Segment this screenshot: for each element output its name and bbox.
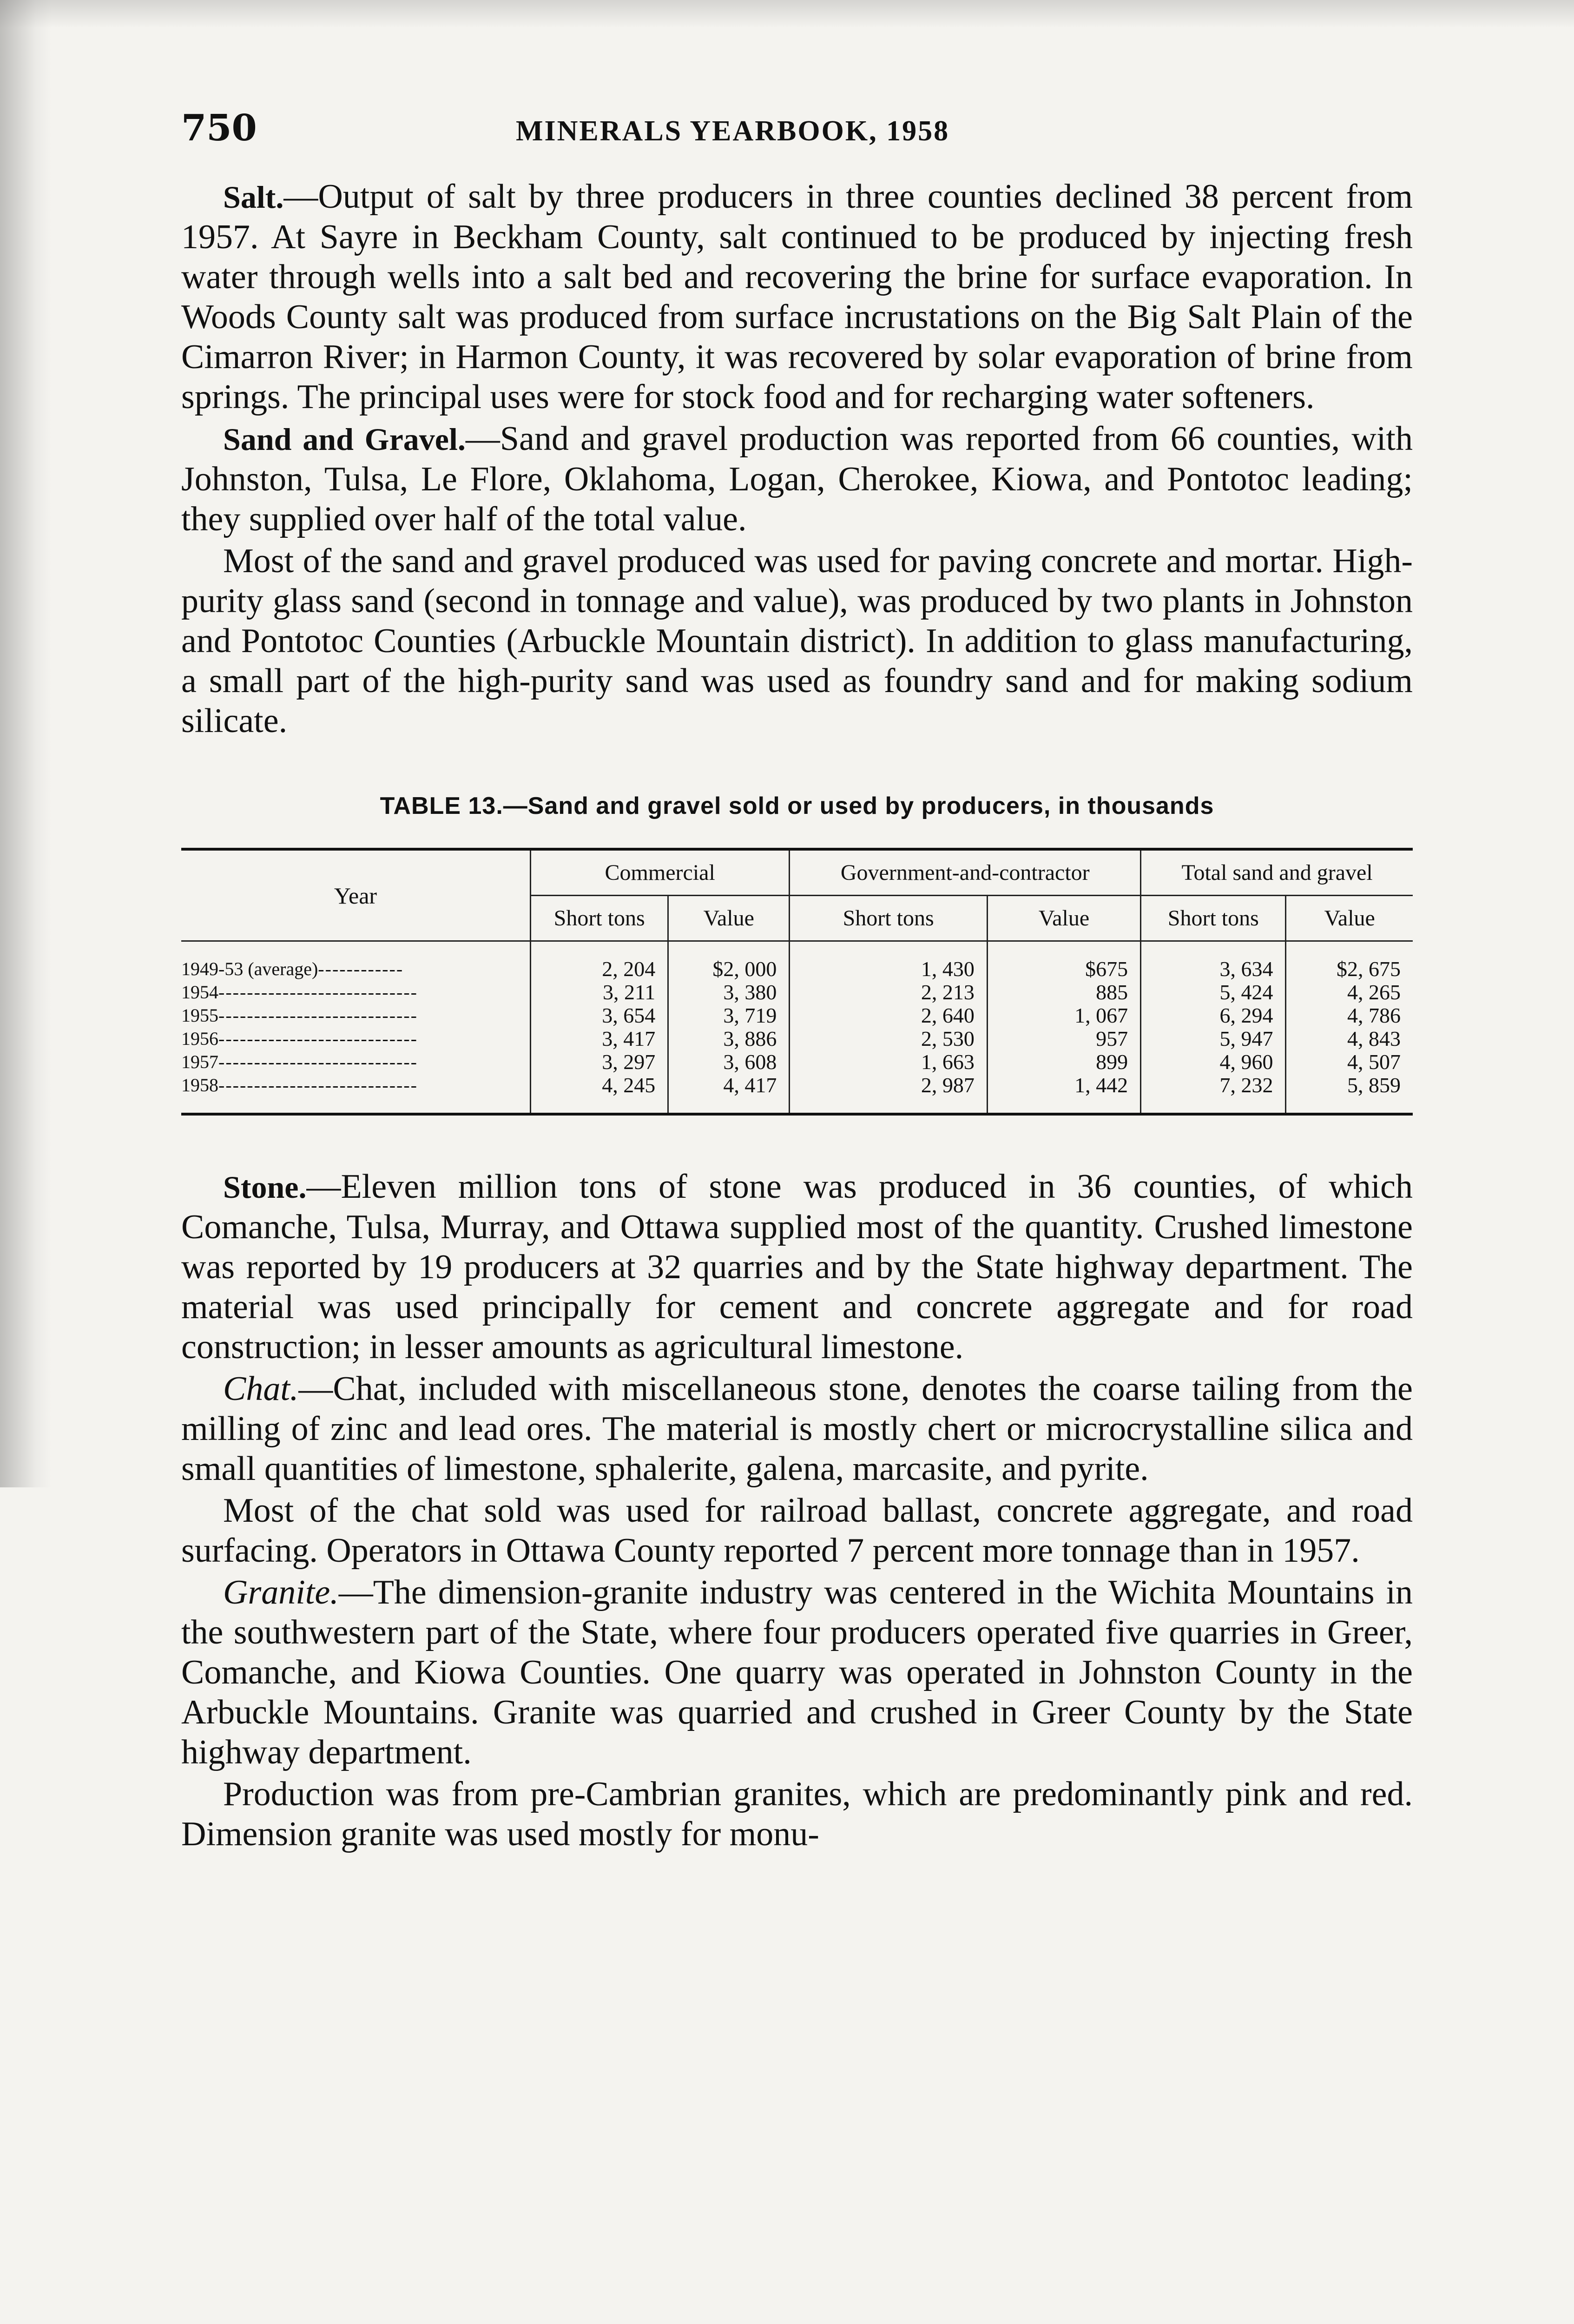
table-cell: 4, 507: [1286, 1050, 1413, 1074]
column-header-short-tons: Short tons: [790, 896, 988, 941]
table-cell: 3, 380: [668, 981, 790, 1004]
paragraph-sand-uses: [181, 541, 1413, 741]
paragraph-text: —Chat, included with miscellaneous stone, denotes the coarse tailing from the milling of zinc and lead ores. The material is mostly chert or microcrystalline silica and small quantities of limestone, sphalerite, galena, marcasite, and pyrite.: [181, 1370, 1413, 1488]
table-title: TABLE 13.—Sand and gravel sold or used by producers, in thousands: [380, 792, 1214, 819]
paragraph-text: —Sand and gravel production was reported from 66 counties, with Johnston, Tulsa, Le Flore, Oklahoma, Logan, Cherokee, Kiowa, and Pontotoc leading; they supplied over half of the total value.: [181, 420, 1413, 538]
run-in-heading-granite: Granite.: [223, 1573, 339, 1611]
table-cell: 885: [987, 981, 1140, 1004]
table-cell: 4, 245: [531, 1074, 668, 1114]
table-cell: 3, 297: [531, 1050, 668, 1074]
group-header-total: Total sand and gravel: [1141, 849, 1413, 896]
table-cell: 6, 294: [1141, 1004, 1286, 1027]
table-row: [181, 981, 1413, 1004]
scan-shadow-left: [0, 0, 51, 1487]
table-row: [181, 1004, 1413, 1027]
paragraph-chat: [181, 1369, 1413, 1489]
table-row: [181, 1027, 1413, 1050]
sand-gravel-table: [181, 848, 1413, 1116]
row-year: 1957----------------------------: [181, 1051, 418, 1072]
table-cell: 1, 442: [987, 1074, 1140, 1114]
table-cell: $675: [987, 941, 1140, 981]
run-in-heading-stone: Stone.: [223, 1169, 307, 1205]
table-cell: 5, 424: [1141, 981, 1286, 1004]
table-cell: 3, 886: [668, 1027, 790, 1050]
scan-shadow-top: [0, 0, 1574, 28]
column-header-value: Value: [668, 896, 790, 941]
column-header-short-tons: Short tons: [531, 896, 668, 941]
table-cell: 1, 430: [790, 941, 988, 981]
document-page: [181, 107, 1413, 1854]
row-year: 1956----------------------------: [181, 1028, 418, 1049]
page-header: [181, 107, 1413, 158]
paragraph-text: —Eleven million tons of stone was produced in 36 counties, of which Comanche, Tulsa, Murray, and Ottawa supplied most of the quantity. Crushed limestone was reported by 19 producers at 32 quarries and by the State highway department. The material was used principally for cement and concrete aggregate and for road construction; in lesser amounts as agricultural limestone.: [181, 1168, 1413, 1366]
table-cell: 2, 204: [531, 941, 668, 981]
table-cell: 4, 786: [1286, 1004, 1413, 1027]
paragraph-chat-uses: [181, 1491, 1413, 1571]
paragraph-text: Production was from pre-Cambrian granites, which are predominantly pink and red. Dimension granite was used mostly for monu-: [181, 1775, 1413, 1853]
row-year: 1949-53 (average)------------: [181, 958, 404, 979]
table-cell: 4, 960: [1141, 1050, 1286, 1074]
table-cell: 4, 843: [1286, 1027, 1413, 1050]
paragraph-granite-production: [181, 1774, 1413, 1854]
column-header-value: Value: [1286, 896, 1413, 941]
table-cell: 1, 067: [987, 1004, 1140, 1027]
table-cell: 3, 654: [531, 1004, 668, 1027]
table-cell: 2, 530: [790, 1027, 988, 1050]
table-cell: 957: [987, 1027, 1140, 1050]
column-header-value: Value: [987, 896, 1140, 941]
column-header-year: Year: [181, 849, 531, 941]
row-year: 1958----------------------------: [181, 1074, 531, 1114]
paragraph-granite: [181, 1572, 1413, 1772]
table-cell: 899: [987, 1050, 1140, 1074]
table-row: [181, 941, 1413, 981]
paragraph-sand-and-gravel: [181, 419, 1413, 539]
group-header-commercial: Commercial: [531, 849, 790, 896]
table-row: [181, 1050, 1413, 1074]
table-cell: 7, 232: [1141, 1074, 1286, 1114]
table-cell: 3, 417: [531, 1027, 668, 1050]
paragraph-text: Most of the sand and gravel produced was used for paving concrete and mortar. High-purity glass sand (second in tonnage and value), was produced by two plants in Johnston and Pontotoc Counties (Arbuckle Mountain district). In addition to glass manufacturing, a small part of the high-purity sand was used as foundry sand and for making sodium silicate.: [181, 542, 1413, 740]
run-in-heading-salt: Salt.: [223, 179, 284, 215]
paragraph-text: —Output of salt by three producers in three counties declined 38 percent from 1957. At Sayre in Beckham County, salt continued to be produced by injecting fresh water through wells into a salt bed and recovering the brine for surface evaporation. In Woods County salt was produced from surface incrustations on the Big Salt Plain of the Cimarron River; in Harmon County, it was recovered by solar evaporation of brine from springs. The principal uses were for stock food and for recharging water softeners.: [181, 178, 1413, 416]
table-cell: 5, 859: [1286, 1074, 1413, 1114]
paragraph-text: Most of the chat sold was used for railroad ballast, concrete aggregate, and road surfacing. Operators in Ottawa County reported 7 percent more tonnage than in 1957.: [181, 1492, 1413, 1570]
table-cell: 2, 987: [790, 1074, 988, 1114]
table-cell: 4, 417: [668, 1074, 790, 1114]
table-cell: $2, 675: [1286, 941, 1413, 981]
run-in-heading-sand-and-gravel: Sand and Gravel.: [223, 422, 466, 457]
table-cell: 1, 663: [790, 1050, 988, 1074]
row-year: 1955----------------------------: [181, 1005, 418, 1026]
running-title: MINERALS YEARBOOK, 1958: [516, 115, 950, 147]
table-cell: 5, 947: [1141, 1027, 1286, 1050]
table-cell: 3, 634: [1141, 941, 1286, 981]
table-cell: 2, 640: [790, 1004, 988, 1027]
table-cell: 3, 719: [668, 1004, 790, 1027]
run-in-heading-chat: Chat.: [223, 1370, 299, 1408]
table-cell: $2, 000: [668, 941, 790, 981]
page-number: 750: [181, 107, 257, 149]
paragraph-salt: [181, 177, 1413, 417]
table-cell: 4, 265: [1286, 981, 1413, 1004]
table-cell: 3, 608: [668, 1050, 790, 1074]
paragraph-stone: [181, 1167, 1413, 1367]
row-year: 1954----------------------------: [181, 982, 418, 1003]
table-row: [181, 1074, 1413, 1114]
column-header-short-tons: Short tons: [1141, 896, 1286, 941]
table-cell: 3, 211: [531, 981, 668, 1004]
group-header-government: Government-and-contractor: [790, 849, 1141, 896]
table-cell: 2, 213: [790, 981, 988, 1004]
paragraph-text: —The dimension-granite industry was centered in the Wichita Mountains in the southwestern part of the State, where four producers operated five quarries in Greer, Comanche, and Kiowa Counties. One quarry was operated in Johnston County in the Arbuckle Mountains. Granite was quarried and crushed in Greer County by the State highway department.: [181, 1573, 1413, 1771]
